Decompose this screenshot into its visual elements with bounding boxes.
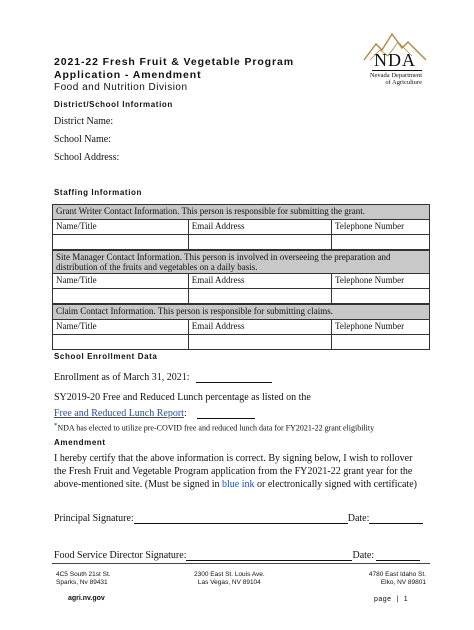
grant-writer-phone-input[interactable] (331, 235, 429, 250)
col-name-title: Name/Title (53, 274, 189, 289)
page-title (54, 56, 294, 82)
grant-writer-email-input[interactable] (188, 235, 331, 250)
enrollment-row (54, 372, 272, 383)
enrollment-input[interactable] (196, 372, 272, 383)
frl-percentage-input[interactable] (197, 408, 255, 419)
footer-website: agri.nv.gov (68, 595, 105, 602)
principal-date-input[interactable] (369, 513, 423, 524)
nda-note: *NDA has elected to utilize pre-COVID free and reduced lunch data for FY2021-22 grant eligibility (54, 422, 375, 433)
col-name-title: Name/Title (53, 220, 189, 235)
grant-writer-header: Grant Writer Contact Information. This person is responsible for submitting the grant. (53, 205, 430, 220)
sy-text: SY2019-20 Free and Reduced Lunch percentage as listed on the (54, 392, 311, 403)
grant-writer-name-input[interactable] (53, 235, 189, 250)
district-heading: District/School Information (54, 100, 173, 109)
claim-contact-table (52, 304, 430, 350)
col-telephone: Telephone Number (331, 220, 429, 235)
col-telephone: Telephone Number (331, 274, 429, 289)
footer-address-elko: 4780 East Idaho St. Elko, NV 89801 (368, 571, 426, 586)
footer-address-sparks: 4C5 South 21st St. Sparks, Nv 89431 (56, 571, 111, 586)
logo-text: Nevada Department of Agriculture (369, 72, 422, 86)
col-telephone: Telephone Number (331, 320, 429, 335)
principal-signature-label: Principal Signature: (54, 513, 134, 524)
principal-date-label: Date: (347, 513, 370, 524)
col-email: Email Address (188, 274, 331, 289)
title-line-2: Application - Amendment (54, 69, 202, 81)
school-name-label: School Name: (54, 134, 111, 145)
col-email: Email Address (188, 320, 331, 335)
claim-contact-email-input[interactable] (188, 335, 331, 350)
enrollment-label: Enrollment as of March 31, 2021: (54, 372, 190, 383)
school-address-label: School Address: (54, 152, 120, 163)
footer-address-las-vegas: 2300 East St. Louis Ave. Las Vegas, NV 89104 (194, 571, 265, 586)
district-name-label: District Name: (54, 116, 114, 127)
grant-writer-table (52, 204, 430, 250)
director-signature-label: Food Service Director Signature: (54, 550, 187, 561)
page-number: page | 1 (374, 596, 409, 603)
site-manager-phone-input[interactable] (331, 289, 429, 304)
claim-contact-name-input[interactable] (53, 335, 189, 350)
site-manager-email-input[interactable] (188, 289, 331, 304)
col-name-title: Name/Title (53, 320, 189, 335)
claim-contact-phone-input[interactable] (331, 335, 429, 350)
site-manager-name-input[interactable] (53, 289, 189, 304)
logo-abbr: NDA (374, 50, 416, 70)
page-subtitle: Food and Nutrition Division (54, 82, 188, 93)
director-signature-row (54, 550, 420, 561)
staffing-heading: Staffing Information (54, 188, 142, 197)
director-signature-input[interactable] (186, 550, 352, 561)
frl-row: Free and Reduced Lunch Report: (54, 408, 255, 419)
principal-signature-input[interactable] (134, 513, 348, 524)
enrollment-heading: School Enrollment Data (54, 352, 158, 361)
director-date-label: Date: (352, 550, 375, 561)
logo-divider (372, 70, 422, 71)
site-manager-table (52, 250, 430, 304)
nda-logo (360, 30, 430, 90)
principal-signature-row (54, 513, 423, 524)
title-line-1: 2021-22 Fresh Fruit & Vegetable Program (54, 56, 294, 68)
footer-divider (52, 563, 430, 564)
col-email: Email Address (188, 220, 331, 235)
amendment-heading: Amendment (54, 438, 106, 447)
director-date-input[interactable] (376, 550, 420, 561)
frl-report-link[interactable]: Free and Reduced Lunch Report (54, 408, 184, 419)
amendment-text: I hereby certify that the above information is correct. By signing below, I wish to rollover the Fresh Fruit and Vegetable Program application from the FY2021-22 grant year for the above-mentioned site. (Must be signed in blue ink or electronically signed with certificate) (54, 453, 417, 490)
claim-contact-header: Claim Contact Information. This person is responsible for submitting claims. (53, 305, 430, 320)
blue-ink-text: blue ink (222, 479, 255, 490)
site-manager-header: Site Manager Contact Information. This person is involved in overseeing the preparation and distribution of the fruits and vegetables on a daily basis. (53, 251, 430, 274)
